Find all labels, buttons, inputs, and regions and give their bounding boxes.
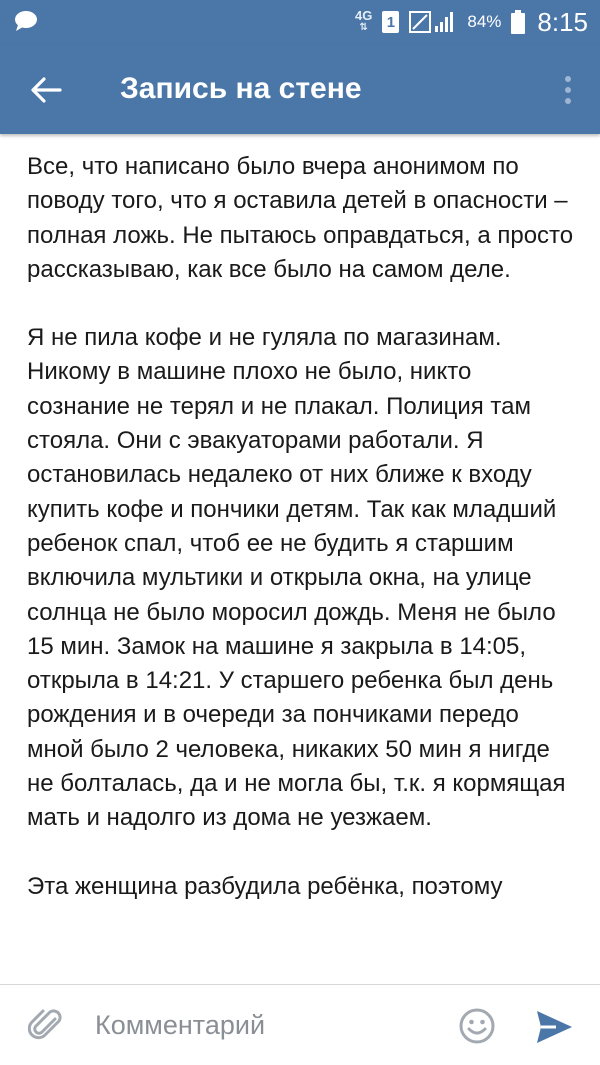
attach-button[interactable] bbox=[28, 1007, 66, 1045]
post-content[interactable] bbox=[0, 134, 600, 984]
send-icon bbox=[534, 1007, 574, 1047]
battery-percent: 84% bbox=[467, 12, 502, 31]
more-options-button[interactable] bbox=[554, 68, 582, 112]
status-bar bbox=[0, 0, 600, 44]
post-paragraph: Все, что написано было вчера анонимом по поводу того, что я оставила детей в опасности – полная ложь. Не пытаюсь оправдаться, а просто рассказываю, как все было на самом деле. bbox=[27, 153, 574, 283]
clock: 8:15 bbox=[537, 6, 588, 37]
data-arrows-icon: ⇅ bbox=[359, 22, 368, 33]
post-paragraph: Эта женщина разбудила ребёнка, поэтому bbox=[27, 872, 503, 900]
network-type-indicator bbox=[355, 10, 372, 34]
more-vert-icon bbox=[564, 75, 572, 105]
paperclip-icon bbox=[28, 1007, 66, 1045]
send-button[interactable] bbox=[534, 1007, 574, 1047]
back-button[interactable] bbox=[22, 66, 70, 114]
chat-bubble-icon bbox=[14, 10, 38, 32]
post-paragraph: Я не пила кофе и не гуляла по магазинам. Никому в машине плохо не было, никто сознание не терял и не плакал. Полиция там стояла. Они с эвакуаторами работали. Я остановилась недалеко от них ближе к входу купить кофе и пончики детям. Так как младший ребенок спал, чтоб ее не будить я старшим включила мультики и открыла окна, на улице солнца не было моросил дождь. Меня не было 15 мин. Замок на машине я закрыла в 14:05, открыла в 14:21. У старшего ребенка был день рождения и в очереди за пончиками передо мной было 2 человека, никаких 50 мин я нигде не болталась, да и не могла бы, т.к. я кормящая мать и надолго из дома не уезжаем. bbox=[27, 324, 566, 832]
network-type-label: 4G bbox=[355, 8, 373, 23]
signal-icon bbox=[409, 10, 457, 34]
status-icons bbox=[355, 0, 588, 44]
app-toolbar bbox=[0, 44, 600, 134]
post-text bbox=[0, 134, 600, 904]
sim-card-icon: 1 bbox=[382, 11, 399, 33]
emoji-button[interactable] bbox=[458, 1007, 496, 1045]
smile-icon bbox=[458, 1007, 496, 1045]
comment-input[interactable] bbox=[95, 1005, 435, 1045]
arrow-left-icon bbox=[30, 76, 62, 104]
page-title: Запись на стене bbox=[120, 72, 362, 105]
battery-icon bbox=[511, 10, 525, 34]
comment-bar bbox=[0, 984, 600, 1065]
